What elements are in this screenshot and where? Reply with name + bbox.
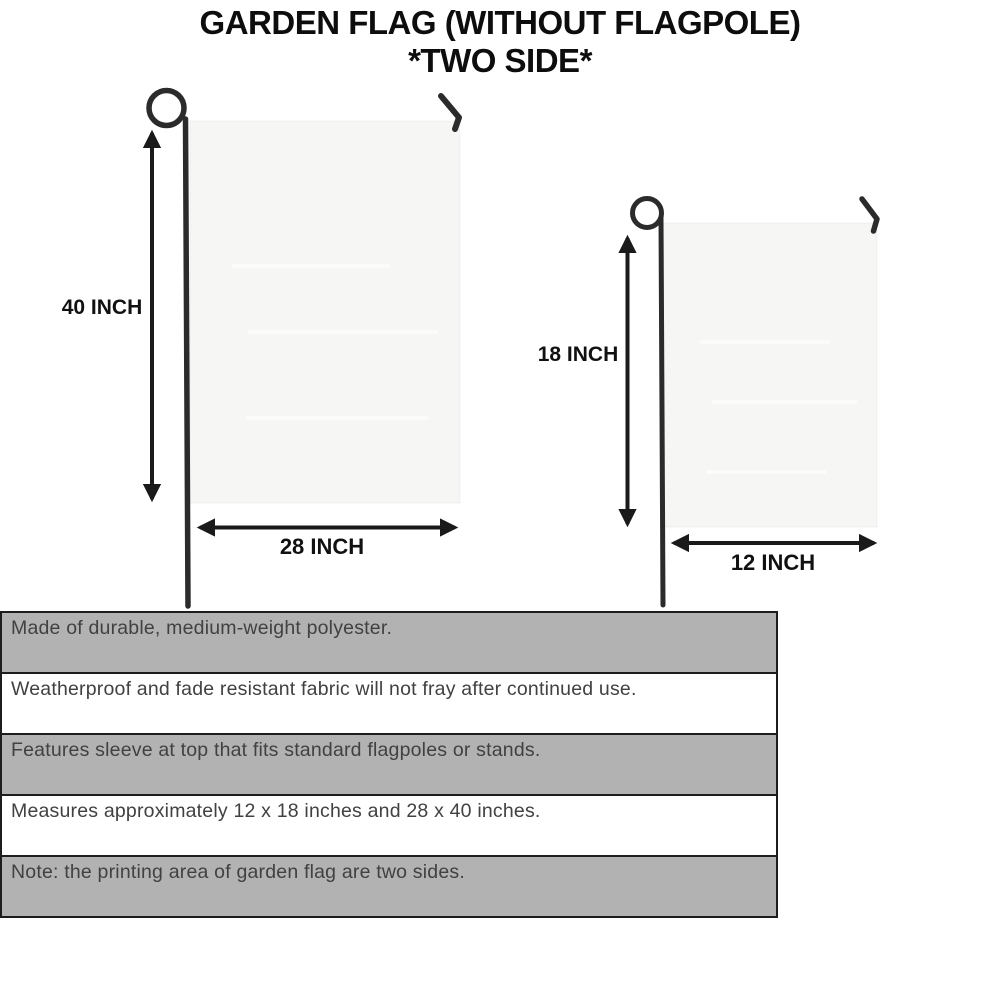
large-flag-height-label: 40 INCH	[61, 296, 143, 319]
small-flag-wrinkle	[712, 400, 857, 404]
large-flagpole-loop-icon	[149, 91, 184, 126]
large-flag-group	[149, 91, 460, 607]
small-flag-width-label: 12 INCH	[730, 550, 816, 575]
large-flagpole	[186, 119, 189, 606]
title-line-2: *TWO SIDE*	[408, 42, 592, 79]
small-flag-fabric	[662, 223, 877, 527]
feature-row-sleeve: Features sleeve at top that fits standard flagpoles or stands.	[2, 735, 776, 796]
small-flagpole-loop-icon	[633, 199, 662, 228]
feature-row-material: Made of durable, medium-weight polyester.	[2, 613, 776, 674]
title-line-1: GARDEN FLAG (WITHOUT FLAGPOLE)	[199, 4, 801, 41]
large-flag-width-label: 28 INCH	[279, 534, 365, 559]
small-flagpole	[661, 218, 663, 605]
large-flag-wrinkle	[232, 264, 390, 268]
feature-row-note: Note: the printing area of garden flag are two sides.	[2, 857, 776, 916]
features-table	[0, 611, 778, 918]
small-flag-wrinkle	[700, 340, 830, 344]
small-flag-wrinkle	[706, 470, 826, 474]
large-flag-wrinkle	[246, 416, 428, 420]
large-flag-fabric	[190, 121, 460, 503]
feature-row-weatherproof: Weatherproof and fade resistant fabric will not fray after continued use.	[2, 674, 776, 735]
large-flag-wrinkle	[248, 330, 438, 334]
small-flag-height-label: 18 INCH	[537, 343, 619, 366]
small-flag-group	[628, 199, 878, 606]
feature-row-measurements: Measures approximately 12 x 18 inches and 28 x 40 inches.	[2, 796, 776, 857]
